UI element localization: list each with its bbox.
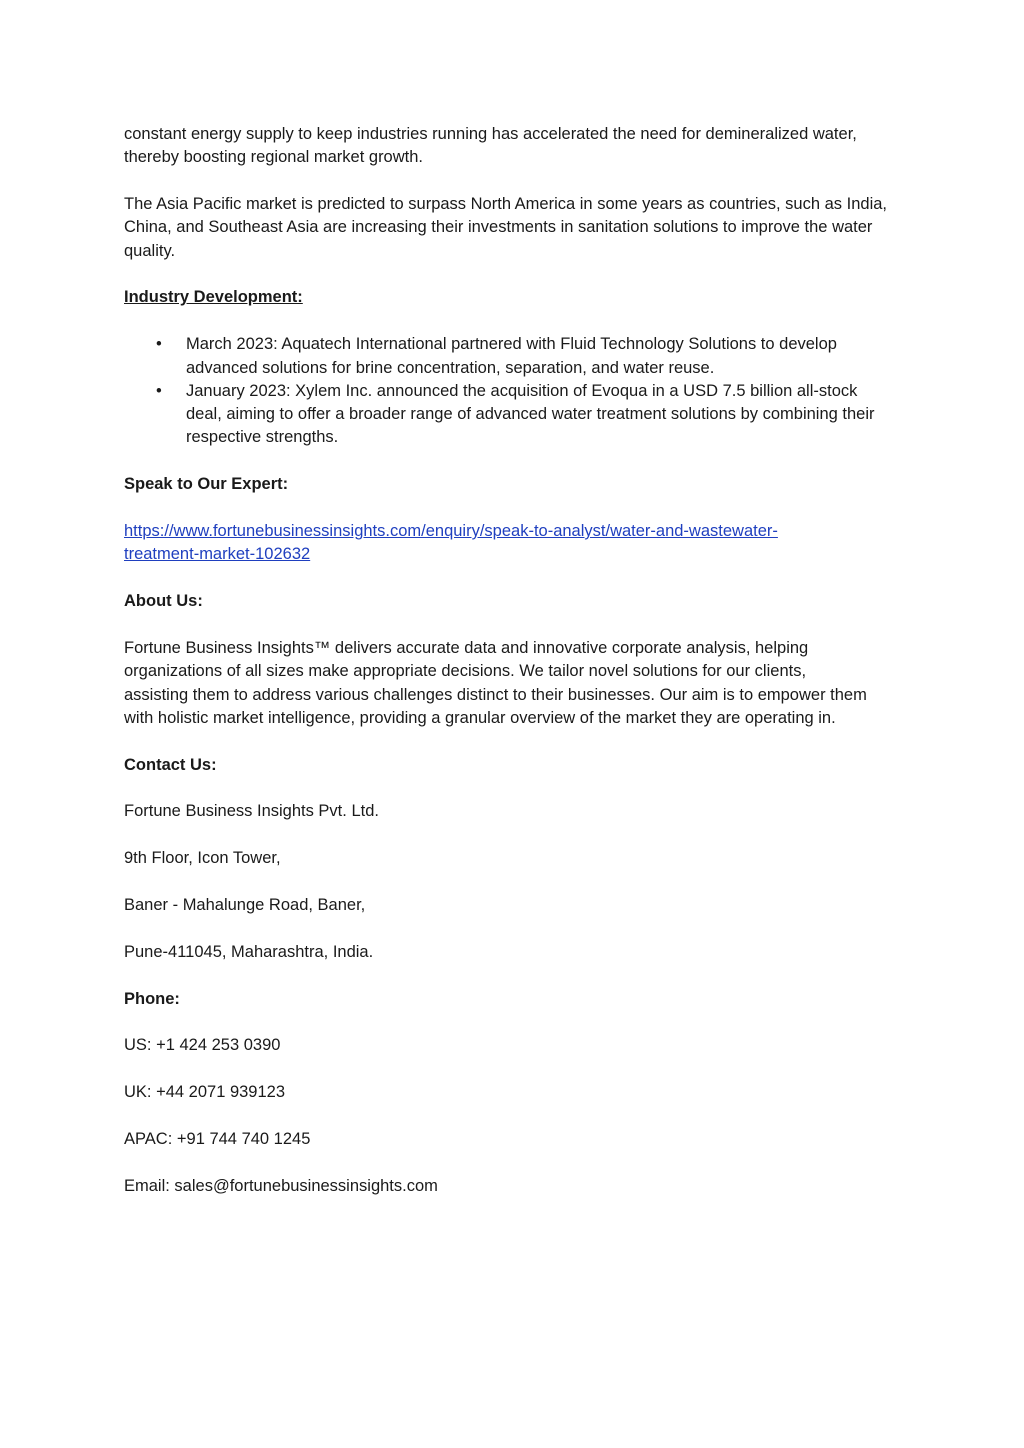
about-us-heading: About Us: [124, 592, 203, 611]
speak-to-expert-heading: Speak to Our Expert: [124, 475, 289, 494]
intro-paragraph-1: constant energy supply to keep industries running has accelerated the need for demineralized water, thereby boosting regional market growth. [124, 125, 857, 167]
phone-apac: APAC: +91 744 740 1245 [124, 1130, 311, 1149]
contact-company: Fortune Business Insights Pvt. Ltd. [124, 802, 379, 821]
contact-address-line-1: 9th Floor, Icon Tower, [124, 849, 281, 868]
list-item-text: March 2023: Aquatech International partnered with Fluid Technology Solutions to develop advanced solutions for brine concentration, separation, and water reuse. [186, 335, 837, 377]
list-item [124, 380, 886, 450]
industry-development-list [124, 333, 914, 449]
contact-us-heading: Contact Us: [124, 755, 217, 774]
phone-us: US: +1 424 253 0390 [124, 1036, 281, 1055]
intro-paragraph-2: The Asia Pacific market is predicted to surpass North America in some years as countries, such as India, China, and Southeast Asia are increasing their investments in sanitation solutions to improve the water quality. [124, 195, 887, 260]
contact-email: Email: sales@fortunebusinessinsights.com [124, 1176, 438, 1195]
expert-link[interactable] [124, 522, 778, 563]
contact-address-line-3: Pune-411045, Maharashtra, India. [124, 942, 374, 961]
contact-address-line-2: Baner - Mahalunge Road, Baner, [124, 896, 366, 915]
expert-link-line-1: https://www.fortunebusinessinsights.com/enquiry/speak-to-analyst/water-and-wastewater- [124, 522, 778, 541]
expert-link-paragraph [124, 520, 914, 567]
document-page [124, 123, 914, 1222]
about-us-text: Fortune Business Insights™ delivers accurate data and innovative corporate analysis, helping organizations of all sizes make appropriate decisions. We tailor novel solutions for our clients, assisting them to address various challenges distinct to their businesses. Our aim is to empower them with holistic market intelligence, providing a granular overview of the market they are operating in. [124, 638, 867, 727]
list-item-text: January 2023: Xylem Inc. announced the acquisition of Evoqua in a USD 7.5 billion all-stock deal, aiming to offer a broader range of advanced water treatment solutions by combining their respective strengths. [186, 381, 875, 447]
expert-link-line-2: treatment-market-102632 [124, 545, 311, 564]
bullet-icon: • [156, 335, 162, 354]
list-item [124, 333, 886, 380]
bullet-icon: • [156, 381, 162, 400]
phone-uk: UK: +44 2071 939123 [124, 1083, 286, 1102]
industry-development-heading: Industry Development: [124, 288, 303, 307]
phone-heading: Phone: [124, 989, 180, 1008]
